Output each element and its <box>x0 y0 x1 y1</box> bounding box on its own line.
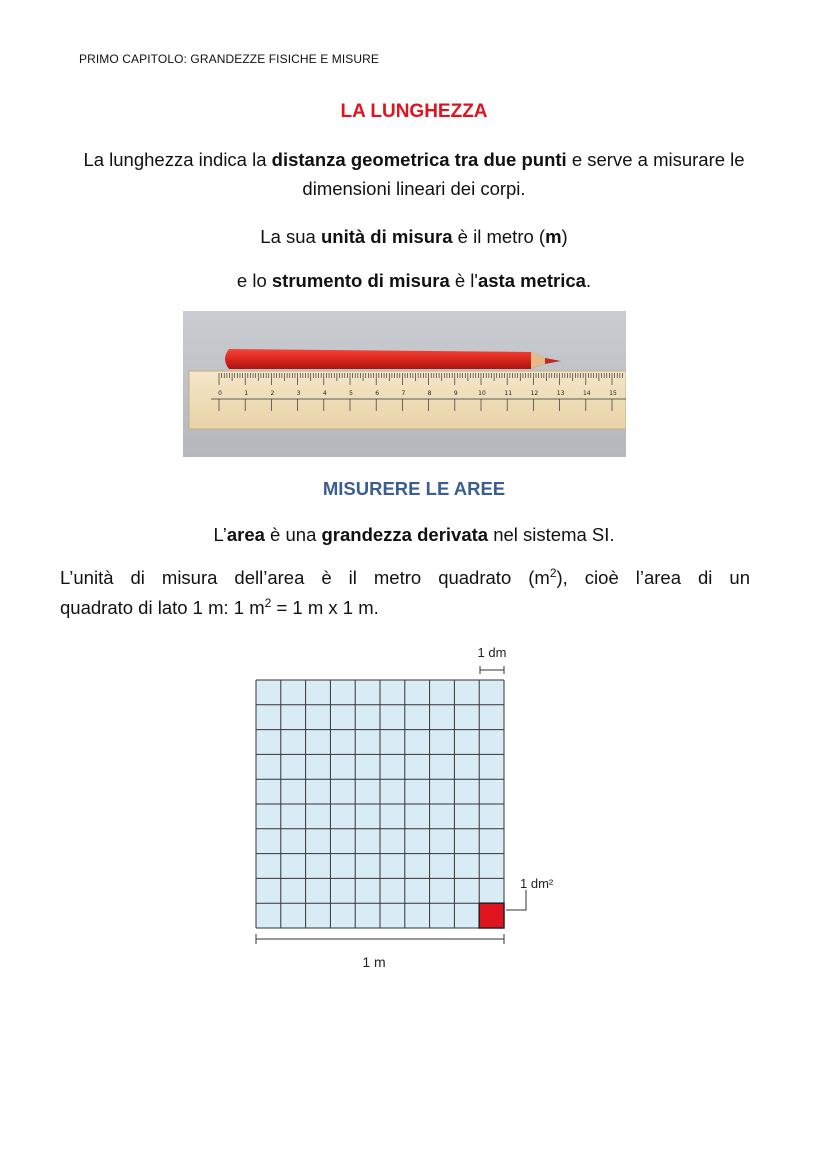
ruler-tick-label: 8 <box>427 390 432 397</box>
ruler-tick-label: 5 <box>349 390 353 397</box>
ruler-tick-label: 6 <box>375 390 380 397</box>
ruler-tick-label: 11 <box>504 390 513 397</box>
ruler <box>189 371 626 429</box>
ruler-tick-label: 15 <box>609 390 617 397</box>
ruler-tick-label: 14 <box>582 390 591 397</box>
ruler-tick-label: 4 <box>322 390 327 397</box>
ruler-tick-label: 10 <box>478 390 486 397</box>
ruler-tick-label: 2 <box>270 390 275 397</box>
ruler-tick-label: 1 <box>244 390 249 397</box>
ruler-tick-label: 13 <box>556 390 565 397</box>
pencil-ruler-photo <box>183 311 626 457</box>
section-title-length: LA LUNGHEZZA <box>340 101 488 122</box>
ruler-tick-label: 9 <box>453 390 458 397</box>
ruler-tick-label: 12 <box>530 390 539 397</box>
paragraph-square-meter: L’unità di misura dell’area è il metro quadrato $(m^2)$, cioè l’area di un quadrato di lato 1 m: 1 $m^2 = 1$ m x 1 m. <box>60 566 750 618</box>
pencil <box>225 349 553 369</box>
label-1dm2: 1 dm² <box>520 876 554 891</box>
paragraph-length-definition: La lunghezza indica la distanza geometrica tra due punti e serve a misurare le dimensioni lineari dei corpi. <box>83 149 745 199</box>
paragraph-area-derived: L’area è una grandezza derivata nel sistema SI. <box>213 524 615 545</box>
section-title-areas: MISURERE LE AREE <box>322 478 506 499</box>
page-header: PRIMO CAPITOLO: GRANDEZZE FISICHE E MISURE <box>79 52 380 66</box>
label-1m: 1 m <box>362 954 386 970</box>
ruler-tick-label: 0 <box>218 390 222 397</box>
paragraph-unit: La sua unità di misura è il metro (m) <box>260 226 568 247</box>
one-dm2-square <box>479 903 504 928</box>
ruler-tick-label: 3 <box>296 390 301 397</box>
ruler-tick-label: 7 <box>401 390 406 397</box>
label-1dm: 1 dm <box>477 645 507 660</box>
square-meter-diagram <box>240 640 580 980</box>
paragraph-instrument: e lo strumento di misura è l'asta metrica. <box>236 270 592 291</box>
